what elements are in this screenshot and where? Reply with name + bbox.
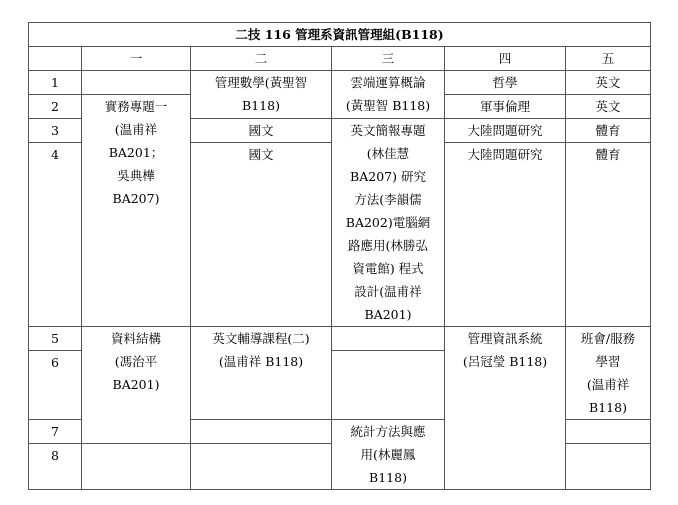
day-header-tue: 二 — [191, 47, 332, 71]
course-line: 資料結構 — [110, 331, 161, 346]
period-label: 5 — [29, 327, 82, 351]
course-mon-practice-project — [82, 95, 191, 327]
period-label: 6 — [29, 351, 82, 420]
course-fri-pe: 體育 — [566, 119, 651, 143]
course-tue-english-tutoring — [191, 327, 332, 420]
header-row — [29, 47, 651, 71]
course-thu-military-ethics: 軍事倫理 — [445, 95, 566, 119]
empty-cell — [191, 444, 332, 490]
day-header-fri: 五 — [566, 47, 651, 71]
course-line: 雲端運算概論 — [350, 75, 426, 90]
period-label: 7 — [29, 420, 82, 444]
corner-cell — [29, 47, 82, 71]
title-row — [29, 23, 651, 47]
course-thu-mis — [445, 327, 566, 490]
course-mon-data-structures — [82, 327, 191, 444]
empty-cell — [191, 420, 332, 444]
period-label: 3 — [29, 119, 82, 143]
period-row — [29, 71, 651, 95]
day-header-wed: 三 — [332, 47, 445, 71]
course-line: 吳典樺 — [117, 168, 155, 183]
course-line: BA207) 研究 — [350, 169, 426, 184]
course-fri-english: 英文 — [566, 95, 651, 119]
course-line: B118) — [369, 470, 407, 485]
period-label: 8 — [29, 444, 82, 490]
period-label: 2 — [29, 95, 82, 119]
course-wed-cloud-computing — [332, 71, 445, 119]
course-thu-china-studies: 大陸問題研究 — [445, 143, 566, 327]
course-tue-chinese: 國文 — [191, 119, 332, 143]
course-fri-homeroom — [566, 327, 651, 420]
period-label: 4 — [29, 143, 82, 327]
course-line: (温甫祥 B118) — [218, 354, 304, 369]
course-line: (呂冠瑩 B118) — [462, 354, 548, 369]
course-line: (温甫祥 — [114, 122, 158, 137]
course-line: 英文簡報專題 — [350, 123, 426, 138]
course-thu-china-studies: 大陸問題研究 — [445, 119, 566, 143]
period-label: 1 — [29, 71, 82, 95]
course-line: BA207) — [112, 191, 160, 206]
course-line: (温甫祥 — [586, 377, 630, 392]
course-line: BA201； — [108, 145, 164, 160]
period-row — [29, 327, 651, 351]
course-line: 學習 — [595, 354, 621, 369]
course-line: (馮治平 — [114, 354, 158, 369]
course-line: 實務專題一 — [104, 99, 168, 114]
empty-cell — [566, 444, 651, 490]
course-line: (林佳慧 — [366, 146, 410, 161]
class-schedule-table — [28, 22, 651, 490]
empty-cell — [332, 327, 445, 351]
course-line: 方法(李韻儒 — [354, 192, 422, 207]
empty-cell — [82, 71, 191, 95]
course-fri-english: 英文 — [566, 71, 651, 95]
schedule-title: 二技 116 管理系資訊管理組(B118) — [29, 23, 651, 47]
course-line: 管理資訊系統 — [467, 331, 543, 346]
course-line: B118) — [242, 98, 280, 113]
day-header-mon: 一 — [82, 47, 191, 71]
course-line: B118) — [589, 400, 627, 415]
empty-cell — [566, 420, 651, 444]
empty-cell — [82, 444, 191, 490]
course-line: 用(林麗鳳 — [360, 447, 416, 462]
course-line: BA201) — [112, 377, 160, 392]
day-header-thu: 四 — [445, 47, 566, 71]
empty-cell — [332, 351, 445, 420]
course-thu-philosophy: 哲學 — [445, 71, 566, 95]
course-line: BA201) — [364, 307, 412, 322]
course-tue-management-math — [191, 71, 332, 119]
course-fri-pe: 體育 — [566, 143, 651, 327]
course-wed-statistics — [332, 420, 445, 490]
course-wed-combined-block — [332, 119, 445, 327]
course-line: 英文輔導課程(二) — [212, 331, 310, 346]
course-line: 統計方法與應 — [350, 424, 426, 439]
course-line: BA202)電腦網 — [345, 215, 431, 230]
course-line: 設計(温甫祥 — [354, 284, 422, 299]
course-line: 路應用(林勝弘 — [348, 238, 428, 253]
course-line: (黃聖智 B118) — [345, 98, 431, 113]
course-tue-chinese: 國文 — [191, 143, 332, 327]
course-line: 資電館) 程式 — [352, 261, 424, 276]
course-line: 班會/服務 — [580, 331, 636, 346]
course-line: 管理數學(黃聖智 — [214, 75, 308, 90]
